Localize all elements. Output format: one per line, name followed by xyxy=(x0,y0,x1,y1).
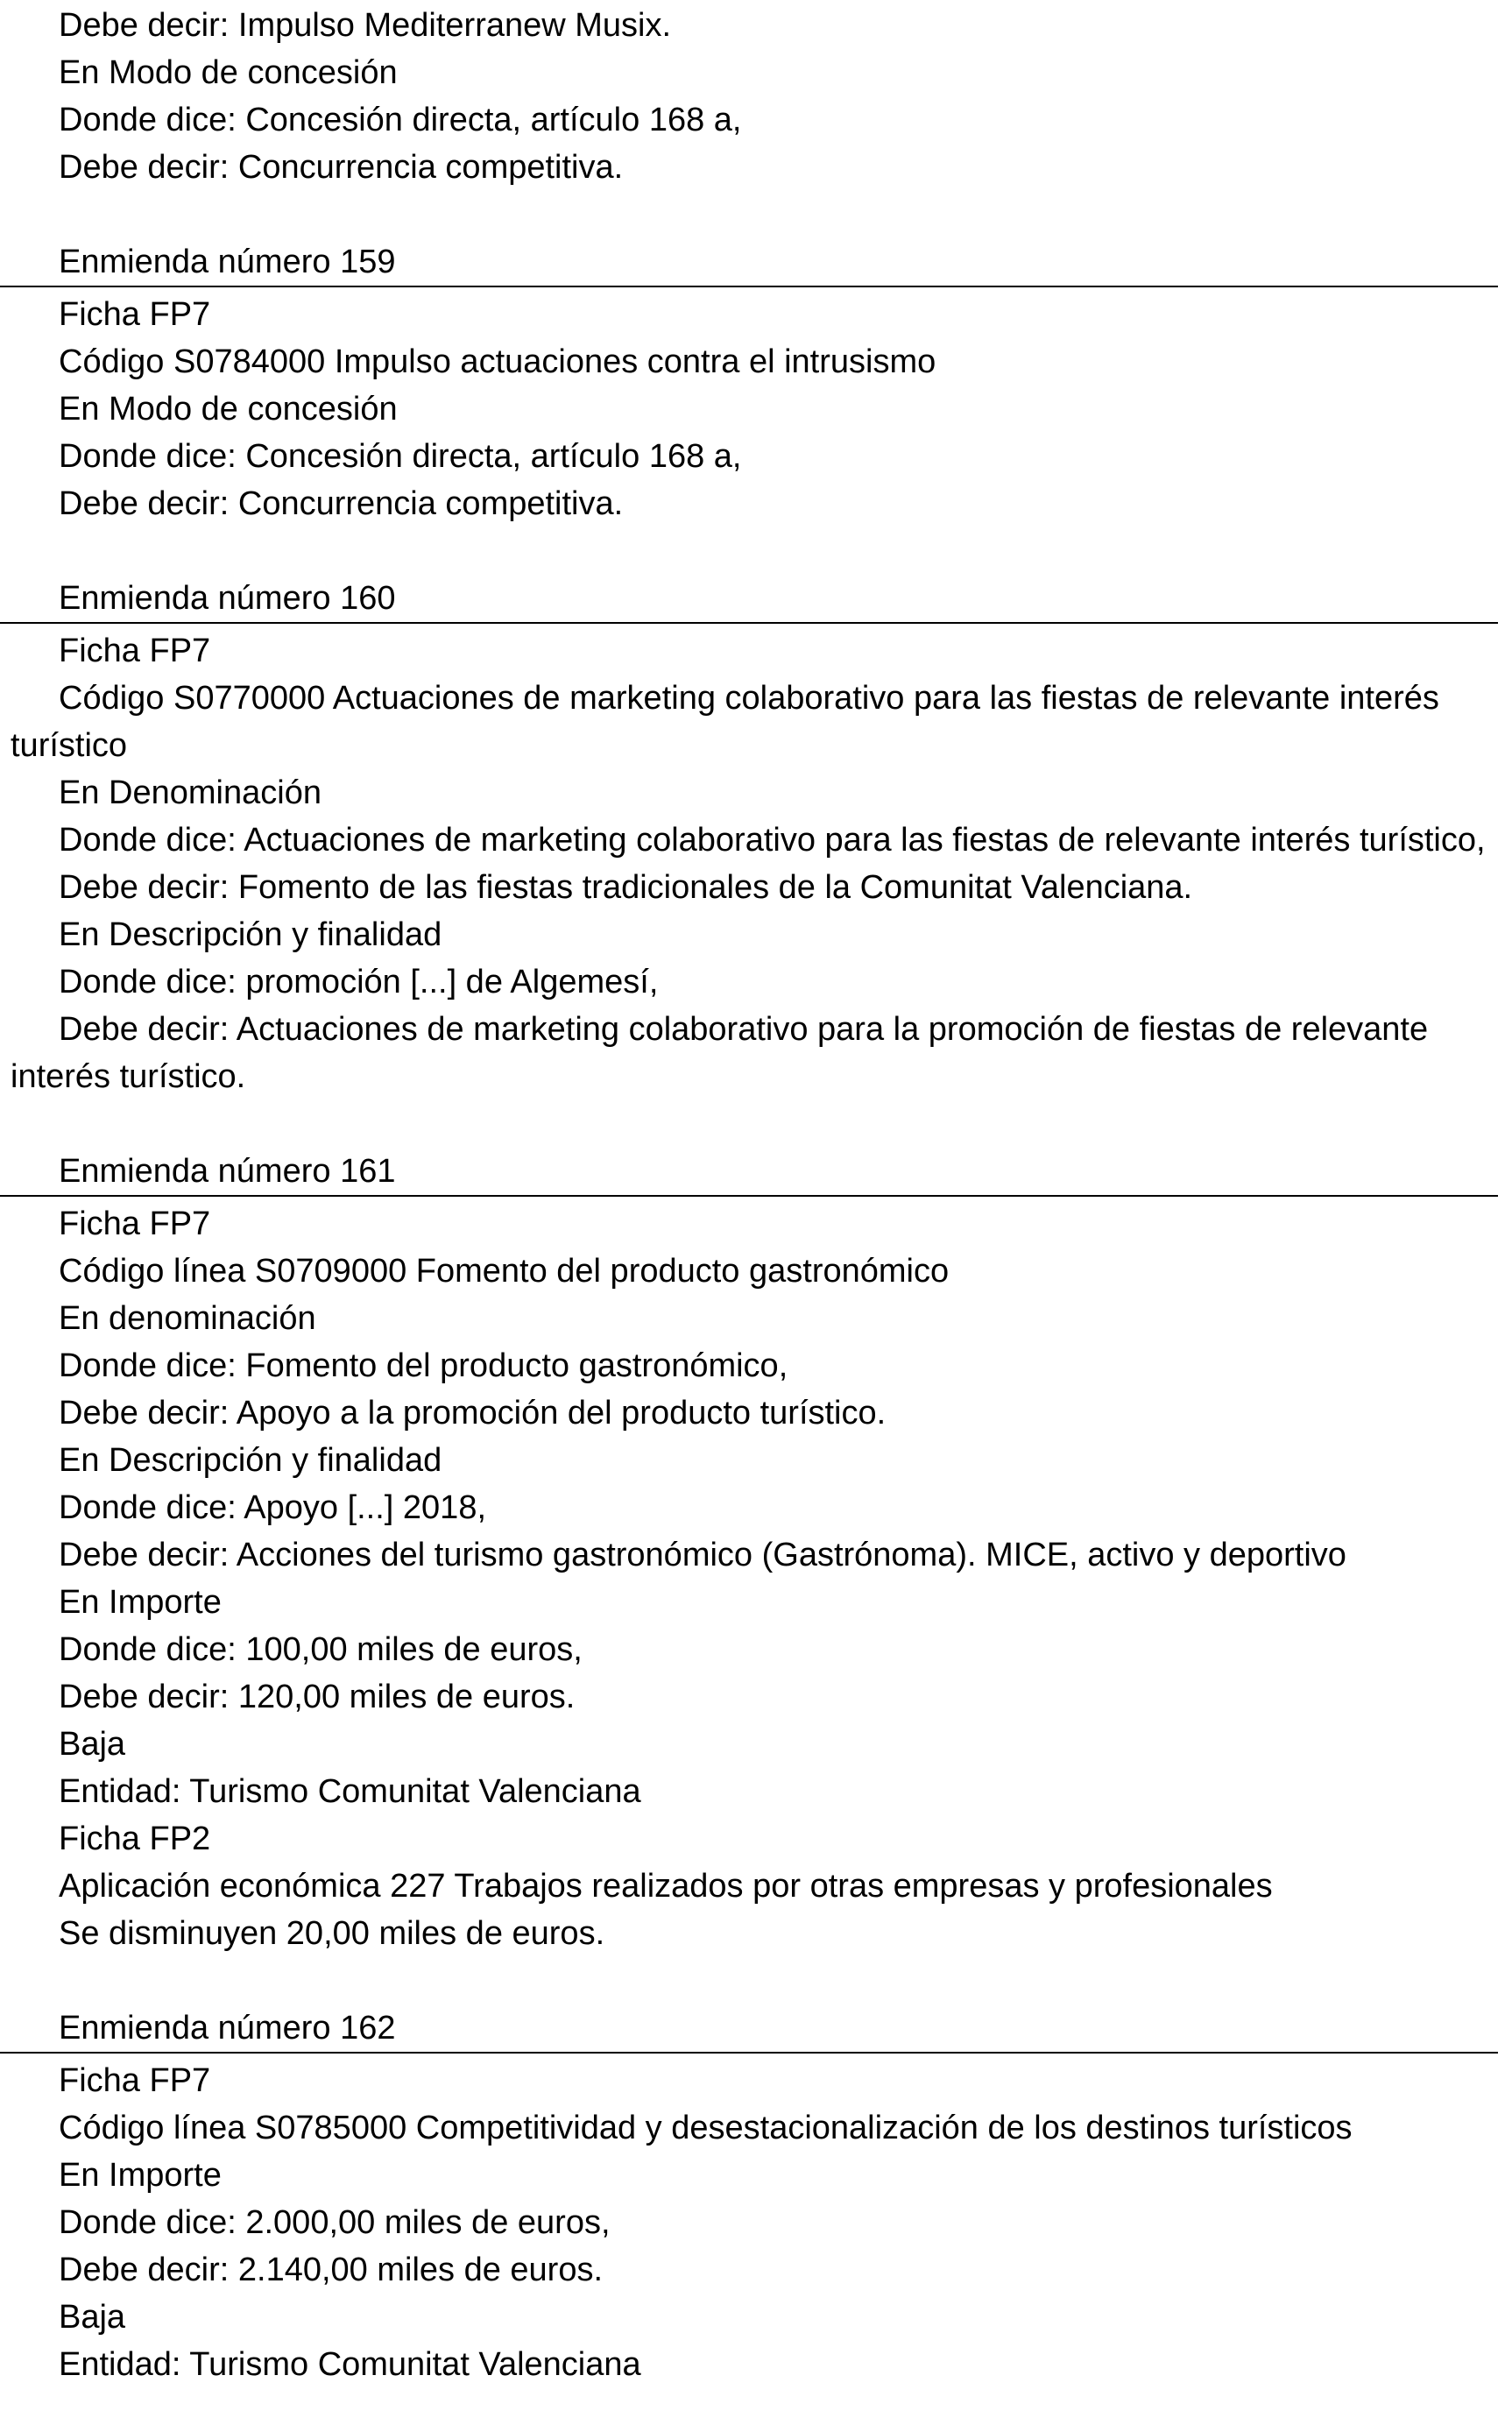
spacer xyxy=(11,191,1512,238)
amendment-line: Ficha FP7 xyxy=(59,1205,211,1242)
amendment-line: En Descripción y finalidad xyxy=(59,916,442,953)
amendment-line: Código S0770000 Actuaciones de marketing colaborativo para las fiestas de relevante interés turístico xyxy=(11,680,1439,764)
amendment-line: Donde dice: Apoyo [...] 2018, xyxy=(59,1489,487,1526)
amendment-heading: Enmienda número 160 xyxy=(0,575,1498,624)
amendment-161 xyxy=(11,1148,1512,1957)
amendment-line: Ficha FP2 xyxy=(59,1820,211,1857)
amendment-line: Ficha FP7 xyxy=(59,2062,211,2099)
amendment-line: En Descripción y finalidad xyxy=(59,1442,442,1479)
amendment-line: Debe decir: Actuaciones de marketing colaborativo para la promoción de fiestas de relevante interés turístico. xyxy=(11,1011,1429,1095)
amendment-line: En denominación xyxy=(59,1300,316,1337)
amendment-line: Donde dice: promoción [...] de Algemesí, xyxy=(59,964,659,1000)
amendment-line: Entidad: Turismo Comunitat Valenciana xyxy=(59,2346,641,2383)
amendment-heading: Enmienda número 162 xyxy=(0,2004,1498,2054)
amendment-line: En Modo de concesión xyxy=(59,391,398,428)
amendment-line: Debe decir: 120,00 miles de euros. xyxy=(59,1679,576,1715)
amendment-line: Donde dice: Concesión directa, artículo 168 a, xyxy=(59,438,742,475)
amendment-line: Aplicación económica 227 Trabajos realizados por otras empresas y profesionales xyxy=(59,1868,1273,1905)
amendment-line: Código S0784000 Impulso actuaciones contra el intrusismo xyxy=(59,343,936,380)
amendment-line: Se disminuyen 20,00 miles de euros. xyxy=(59,1915,605,1952)
amendment-line: Debe decir: Fomento de las fiestas tradicionales de la Comunitat Valenciana. xyxy=(59,869,1193,906)
amendment-line: Ficha FP7 xyxy=(59,633,211,669)
intro-line: Debe decir: Impulso Mediterranew Musix. xyxy=(59,7,672,44)
amendment-line: Donde dice: Fomento del producto gastronómico, xyxy=(59,1347,788,1384)
amendment-line: Debe decir: Apoyo a la promoción del producto turístico. xyxy=(59,1395,887,1432)
amendment-line: Código línea S0785000 Competitividad y desestacionalización de los destinos turísticos xyxy=(59,2110,1353,2146)
amendment-line: Ficha FP7 xyxy=(59,296,211,333)
intro-line: En Modo de concesión xyxy=(59,54,398,91)
amendment-heading: Enmienda número 159 xyxy=(0,238,1498,287)
amendment-line: Código línea S0709000 Fomento del producto gastronómico xyxy=(59,1253,950,1290)
spacer xyxy=(11,1957,1512,2004)
amendment-line: Donde dice: 2.000,00 miles de euros, xyxy=(59,2204,611,2241)
amendment-159 xyxy=(11,238,1512,527)
amendment-line: Debe decir: 2.140,00 miles de euros. xyxy=(59,2252,604,2288)
amendment-line: Debe decir: Concurrencia competitiva. xyxy=(59,485,624,522)
amendment-line: Baja xyxy=(59,2299,126,2336)
amendment-line: Donde dice: Actuaciones de marketing colaborativo para las fiestas de relevante interés turístico, xyxy=(59,822,1486,859)
amendment-line: Donde dice: 100,00 miles de euros, xyxy=(59,1631,583,1668)
amendment-line: Debe decir: Acciones del turismo gastronómico (Gastrónoma). MICE, activo y deportivo xyxy=(59,1537,1346,1573)
amendment-line: En Importe xyxy=(59,2157,222,2194)
amendment-line: En Importe xyxy=(59,1584,222,1621)
intro-line: Debe decir: Concurrencia competitiva. xyxy=(59,149,624,186)
amendment-162 xyxy=(11,2004,1512,2388)
amendment-heading: Enmienda número 161 xyxy=(0,1148,1498,1197)
amendment-160 xyxy=(11,575,1512,1100)
spacer xyxy=(11,527,1512,575)
amendment-line: En Denominación xyxy=(59,774,321,811)
amendment-line: Baja xyxy=(59,1726,126,1763)
amendment-line: Entidad: Turismo Comunitat Valenciana xyxy=(59,1773,641,1810)
intro-line: Donde dice: Concesión directa, artículo 168 a, xyxy=(59,102,742,138)
spacer xyxy=(11,1100,1512,1148)
